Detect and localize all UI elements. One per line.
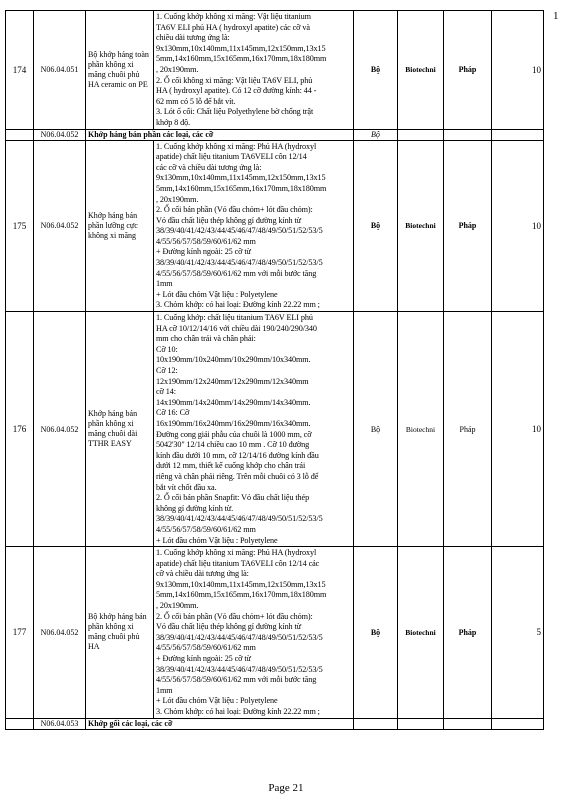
description-line: 4/55/56/57/58/59/60/61/62 mm <box>156 643 256 653</box>
description-line: mm cho chân trái và chân phải: <box>156 334 256 344</box>
description-line: 38/39/40/41/42/43/44/45/46/47/48/49/50/51/52/53/5 <box>156 514 323 524</box>
item-row <box>6 312 544 547</box>
group-title: Khớp gối các loại, các cỡ <box>86 718 354 729</box>
group-origin <box>444 718 492 729</box>
group-code: N06.04.052 <box>34 129 86 140</box>
item-name: Khớp háng bán phần lưỡng cực không xi măng <box>86 140 154 312</box>
description-line: 3. Chỏm khớp: có hai loại: Đường kính 22.22 mm ; <box>156 300 320 310</box>
item-description <box>154 140 354 312</box>
item-row <box>6 11 544 130</box>
description-line: Vỏ đầu chất liệu thép không gỉ đường kính từ <box>156 215 302 225</box>
description-line: + Lót đầu chỏm Vật liệu : Polyetylene <box>156 535 278 545</box>
description-line: , 20x190mm. <box>156 194 199 204</box>
description-line: các cỡ và chiều dài tương ứng là: <box>156 162 262 172</box>
row-number: 177 <box>6 547 34 719</box>
description-line: 14x190mm/14x240mm/14x290mm/14x340mm. <box>156 397 311 407</box>
description-line: + Lót đầu chỏm Vật liệu : Polyetylene <box>156 696 278 706</box>
row-number: 176 <box>6 312 34 547</box>
description-line: 4/55/56/57/58/59/60/61/62 mm <box>156 236 256 246</box>
description-line: 38/39/40/41/42/43/44/45/46/47/48/49/50/51/52/53/5 <box>156 258 323 268</box>
row-number <box>6 129 34 140</box>
description-line: 2. Ổ cối bán phần Snapfit: Vỏ đầu chất liệu thép <box>156 493 310 503</box>
description-line: , 20x190mm. <box>156 601 199 611</box>
description-line: Vỏ đầu chất liệu thép không gỉ đường kính từ <box>156 622 302 632</box>
group-unit: Bộ <box>354 129 398 140</box>
description-line: riêng và chân phải riêng. Trên mỗi chuôi có 3 lỗ để <box>156 471 319 481</box>
description-line: 38/39/40/41/42/43/44/45/46/47/48/49/50/51/52/53/5 <box>156 632 323 642</box>
description-line: 1. Cuống khớp: chất liệu titanium TA6V ELI phủ <box>156 313 313 323</box>
item-unit: Bộ <box>354 547 398 719</box>
item-description <box>154 547 354 719</box>
description-line: + Đường kính ngoài: 25 cỡ từ <box>156 654 251 664</box>
item-code: N06.04.051 <box>34 11 86 130</box>
description-line: + Lót đầu chỏm Vật liệu : Polyetylene <box>156 289 278 299</box>
group-row <box>6 129 544 140</box>
item-name: Bộ khớp háng toàn phần không xi măng chuôi phủ HA ceramic on PE <box>86 11 154 130</box>
item-origin: Pháp <box>444 140 492 312</box>
description-line: 62 mm có 5 lỗ để bắt vít. <box>156 96 236 106</box>
description-line: cỡ và chiều dài tương ứng là: <box>156 569 249 579</box>
item-description <box>154 312 354 547</box>
description-line: 1. Cuống khớp không xi măng: Phủ HA (hydroxyl <box>156 141 317 151</box>
item-unit: Bộ <box>354 11 398 130</box>
item-code: N06.04.052 <box>34 140 86 312</box>
item-brand: Biotechni <box>398 312 444 547</box>
page-footer: Page 21 <box>268 782 304 794</box>
description-line: 5mm,14x160mm,15x165mm,16x170mm,18x180mm <box>156 590 327 600</box>
description-line: dưới 12 mm, thiết kế cuống khớp cho chân trái <box>156 461 306 471</box>
description-line: kính đầu dưới 10 mm, cỡ 12/14/16 đường kính đầu <box>156 450 319 460</box>
description-line: apatide) chất liệu titanium TA6VELI côn 12/14 các <box>156 558 320 568</box>
description-line: 5mm,14x160mm,15x165mm,16x170mm,18x180mm <box>156 54 327 64</box>
description-line: khớp 8 độ. <box>156 117 191 127</box>
description-line: 4/55/56/57/58/59/60/61/62 mm với mỗi bước tăng <box>156 675 317 685</box>
description-line: 1mm <box>156 685 173 695</box>
group-row <box>6 718 544 729</box>
item-origin: Pháp <box>444 312 492 547</box>
description-line: 1. Cuống khớp không xi măng: Vật liệu titanium <box>156 12 311 21</box>
description-line: chiều dài tương ứng là: <box>156 33 230 43</box>
description-line: 38/39/40/41/42/43/44/45/46/47/48/49/50/51/52/53/5 <box>156 226 323 236</box>
description-line: 4/55/56/57/58/59/60/61/62 mm <box>156 524 256 534</box>
group-qty <box>492 718 544 729</box>
group-origin <box>444 129 492 140</box>
item-code: N06.04.052 <box>34 312 86 547</box>
description-line: 4/55/56/57/58/59/60/61/62 mm với mỗi bước tăng <box>156 268 317 278</box>
item-quantity: 10 <box>492 140 544 312</box>
item-unit: Bộ <box>354 140 398 312</box>
item-brand: Biotechni <box>398 140 444 312</box>
row-number <box>6 718 34 729</box>
description-line: 2. Ổ cối bán phần (Vỏ đầu chỏm+ lót đầu chỏm): <box>156 205 313 215</box>
item-brand: Biotechni <box>398 547 444 719</box>
description-line: Cỡ 10: <box>156 344 178 354</box>
description-line: Đường cong giải phẫu của chuôi là 1000 mm, cỡ <box>156 429 312 439</box>
group-unit <box>354 718 398 729</box>
item-quantity: 10 <box>492 11 544 130</box>
row-number: 175 <box>6 140 34 312</box>
description-line: không gỉ đường kính từ. <box>156 503 234 513</box>
description-line: 12x190mm/12x240mm/12x290mm/12x340mm <box>156 376 309 386</box>
description-line: 9x130mm,10x140mm,11x145mm,12x150mm,13x15 <box>156 579 326 589</box>
description-line: TA6V ELI phủ HA ( hydroxyl apatite) các cỡ và <box>156 22 310 32</box>
description-line: HA cỡ 10/12/14/16 với chiều dài 190/240/290/340 <box>156 323 317 333</box>
group-title: Khớp háng bán phần các loại, các cỡ <box>86 129 354 140</box>
item-brand: Biotechni <box>398 11 444 130</box>
description-line: 1. Cuống khớp không xi măng: Phủ HA (hydroxyl <box>156 548 317 558</box>
description-line: apatide) chất liệu titanium TA6VELI côn 12/14 <box>156 152 307 162</box>
row-number: 174 <box>6 11 34 130</box>
item-row <box>6 140 544 312</box>
description-line: bắt vít chốt đầu xa. <box>156 482 217 492</box>
description-line: 1mm <box>156 279 173 289</box>
item-quantity: 5 <box>492 547 544 719</box>
item-description <box>154 11 354 130</box>
item-name: Bộ khớp háng bán phần không xi măng chuôi phủ HA <box>86 547 154 719</box>
group-qty <box>492 129 544 140</box>
table-body <box>6 11 544 730</box>
description-line: cỡ 14: <box>156 387 176 397</box>
description-line: + Đường kính ngoài: 25 cỡ từ <box>156 247 251 257</box>
description-line: 5042'30" 12/14 chiều cao 10 mm . Cỡ 10 đường <box>156 440 310 450</box>
item-row <box>6 547 544 719</box>
description-line: 9x130mm,10x140mm,11x145mm,12x150mm,13x15 <box>156 43 326 53</box>
description-line: 3. Lót ổ cối: Chất liệu Polyethylene bờ chống trật <box>156 107 314 117</box>
description-line: 2. Ổ cối bán phần (Vỏ đầu chỏm+ lót đầu chỏm): <box>156 611 313 621</box>
description-line: , 20x190mm. <box>156 64 199 74</box>
top-margin-mark: 1 <box>553 10 559 22</box>
description-line: 3. Chỏm khớp: có hai loại: Đường kính 22.22 mm ; <box>156 707 320 716</box>
item-origin: Pháp <box>444 547 492 719</box>
item-quantity: 10 <box>492 312 544 547</box>
item-unit: Bộ <box>354 312 398 547</box>
group-brand <box>398 129 444 140</box>
description-line: 2. Ổ cối không xi măng: Vật liệu TA6V ELI, phủ <box>156 75 313 85</box>
description-line: Cỡ 16: Cỡ <box>156 408 190 418</box>
description-line: 38/39/40/41/42/43/44/45/46/47/48/49/50/51/52/53/5 <box>156 664 323 674</box>
description-line: 16x190mm/16x240mm/16x290mm/16x340mm. <box>156 418 311 428</box>
description-line: Cỡ 12: <box>156 366 178 375</box>
description-line: HA ( hydroxyl apatite). Có 12 cỡ đường kính: 44 - <box>156 86 317 96</box>
group-code: N06.04.053 <box>34 718 86 729</box>
item-name: Khớp háng bán phần không xi măng chuôi dài TTHR EASY <box>86 312 154 547</box>
group-brand <box>398 718 444 729</box>
item-code: N06.04.052 <box>34 547 86 719</box>
description-line: 10x190mm/10x240mm/10x290mm/10x340mm. <box>156 355 311 365</box>
description-line: 9x130mm,10x140mm,11x145mm,12x150mm,13x15 <box>156 173 326 183</box>
item-origin: Pháp <box>444 11 492 130</box>
equipment-table <box>5 10 544 730</box>
description-line: 5mm,14x160mm,15x165mm,16x170mm,18x180mm <box>156 183 327 193</box>
